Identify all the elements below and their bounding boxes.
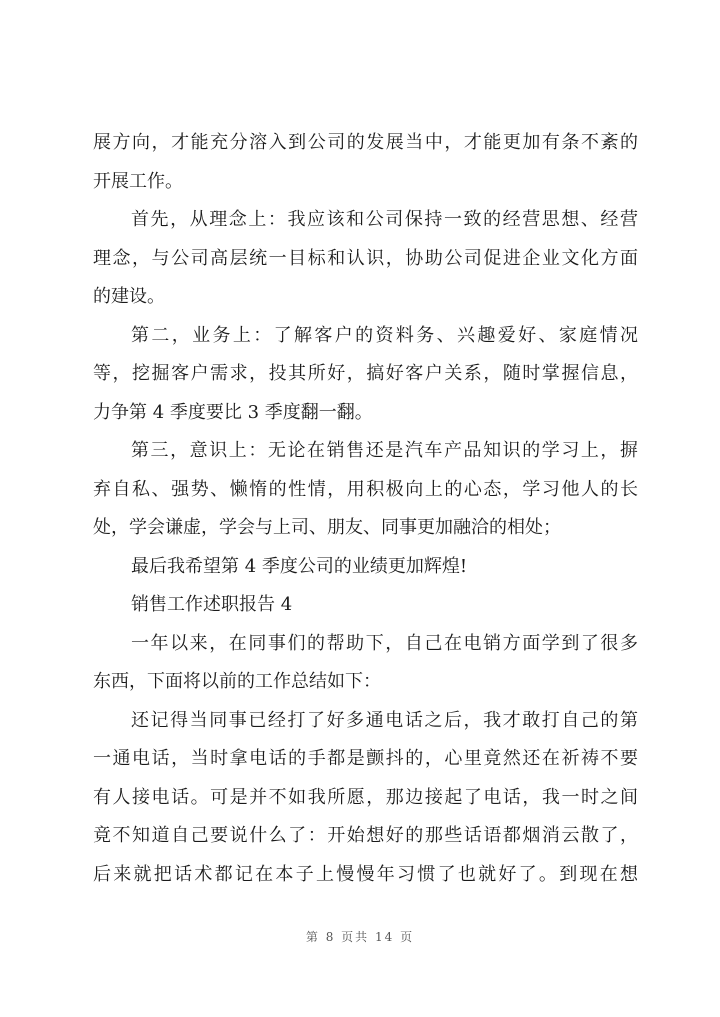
- paragraph-line: 竟不知道自己要说什么了：开始想好的那些话语都烟消云散了，: [93, 825, 638, 846]
- paragraph-line: 第三，意识上：无论在销售还是汽车产品知识的学习上，摒: [131, 440, 638, 461]
- paragraph-line: 有人接电话。可是并不如我所愿，那边接起了电话，我一时之间: [93, 786, 638, 808]
- paragraph-line: 的建设。: [93, 286, 165, 307]
- paragraph-line: 力争第 4 季度要比 3 季度翻一翻。: [93, 401, 373, 423]
- document-body: [93, 124, 638, 894]
- paragraph-line: 处，学会谦虚，学会与上司、朋友、同事更加融洽的相处；: [93, 517, 561, 538]
- paragraph-line: 理念，与公司高层统一目标和认识，协助公司促进企业文化方面: [93, 247, 638, 269]
- paragraph-line: 一通电话，当时拿电话的手都是颤抖的，心里竟然还在祈祷不要: [93, 748, 638, 769]
- section-heading: 销售工作述职报告 4: [131, 594, 293, 615]
- paragraph-line: 一年以来，在同事们的帮助下，自己在电销方面学到了很多: [131, 632, 638, 654]
- paragraph-line: 开展工作。: [93, 170, 183, 192]
- paragraph-line: 等，挖掘客户需求，投其所好，搞好客户关系，随时掌握信息，: [93, 363, 638, 384]
- paragraph-line: 第二，业务上：了解客户的资料务、兴趣爱好、家庭情况: [131, 324, 638, 346]
- paragraph-line: 后来就把话术都记在本子上慢慢年习惯了也就好了。到现在想: [93, 863, 638, 885]
- paragraph-line: 最后我希望第 4 季度公司的业绩更加辉煌!: [131, 555, 468, 577]
- paragraph-line: 还记得当同事已经打了好多通电话之后，我才敢打自己的第: [131, 709, 638, 731]
- paragraph-line: 首先，从理念上：我应该和公司保持一致的经营思想、经营: [131, 209, 638, 230]
- paragraph-line: 展方向，才能充分溶入到公司的发展当中，才能更加有条不紊的: [93, 132, 638, 153]
- paragraph-line: 东西，下面将以前的工作总结如下：: [93, 671, 381, 692]
- paragraph-line: 弃自私、强势、懒惰的性情，用积极向上的心态，学习他人的长: [93, 478, 638, 500]
- page-number-footer: 第 8 页共 14 页: [305, 930, 415, 944]
